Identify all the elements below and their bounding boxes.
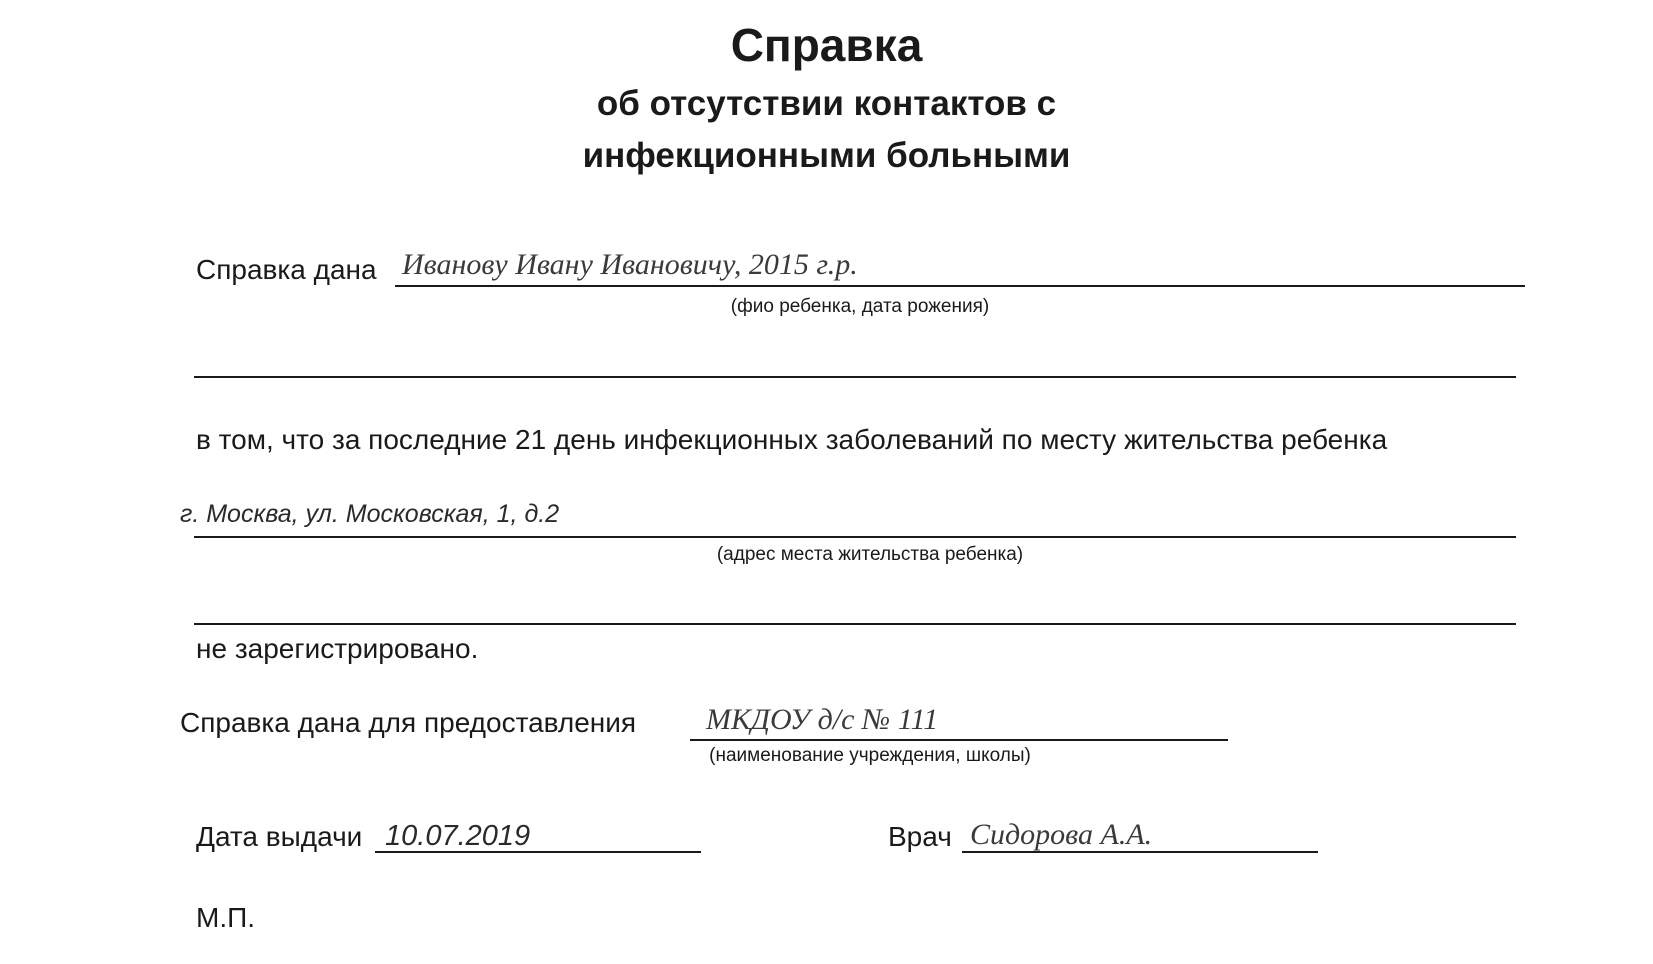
issued-to-hint: (фио ребенка, дата рожения) xyxy=(730,296,990,317)
purpose-underline xyxy=(690,739,1228,741)
doctor-value: Сидорова А.А. xyxy=(970,818,1153,851)
doctor-underline xyxy=(962,851,1318,853)
issued-to-value: Иванову Ивану Ивановичу, 2015 г.р. xyxy=(402,248,858,281)
status-text: не зарегистрировано. xyxy=(196,633,479,664)
doctor-label: Врач xyxy=(888,821,952,852)
issue-date-underline xyxy=(375,851,701,853)
issue-date-label: Дата выдачи xyxy=(196,821,363,852)
document-subtitle-line-1: об отсутствии контактов с xyxy=(596,84,1057,123)
document-subtitle-line-2: инфекционными больными xyxy=(582,136,1071,175)
issued-to-underline xyxy=(395,285,1525,287)
address-hint: (адрес места жительства ребенка) xyxy=(716,544,1024,565)
blank-line-2 xyxy=(194,623,1516,625)
document-title: Справка xyxy=(730,19,923,71)
statement-text: в том, что за последние 21 день инфекционных заболеваний по месту жительства ребенка xyxy=(196,424,1388,455)
address-underline xyxy=(194,536,1516,538)
address-value: г. Москва, ул. Московская, 1, д.2 xyxy=(180,500,560,528)
stamp-label: М.П. xyxy=(196,902,256,933)
purpose-label: Справка дана для предоставления xyxy=(180,707,637,738)
blank-line-1 xyxy=(194,376,1516,378)
issue-date-value: 10.07.2019 xyxy=(385,820,531,852)
purpose-hint: (наименование учреждения, школы) xyxy=(709,745,1031,766)
purpose-value: МКДОУ д/с № 111 xyxy=(706,703,939,736)
issued-to-label: Справка дана xyxy=(196,254,377,285)
